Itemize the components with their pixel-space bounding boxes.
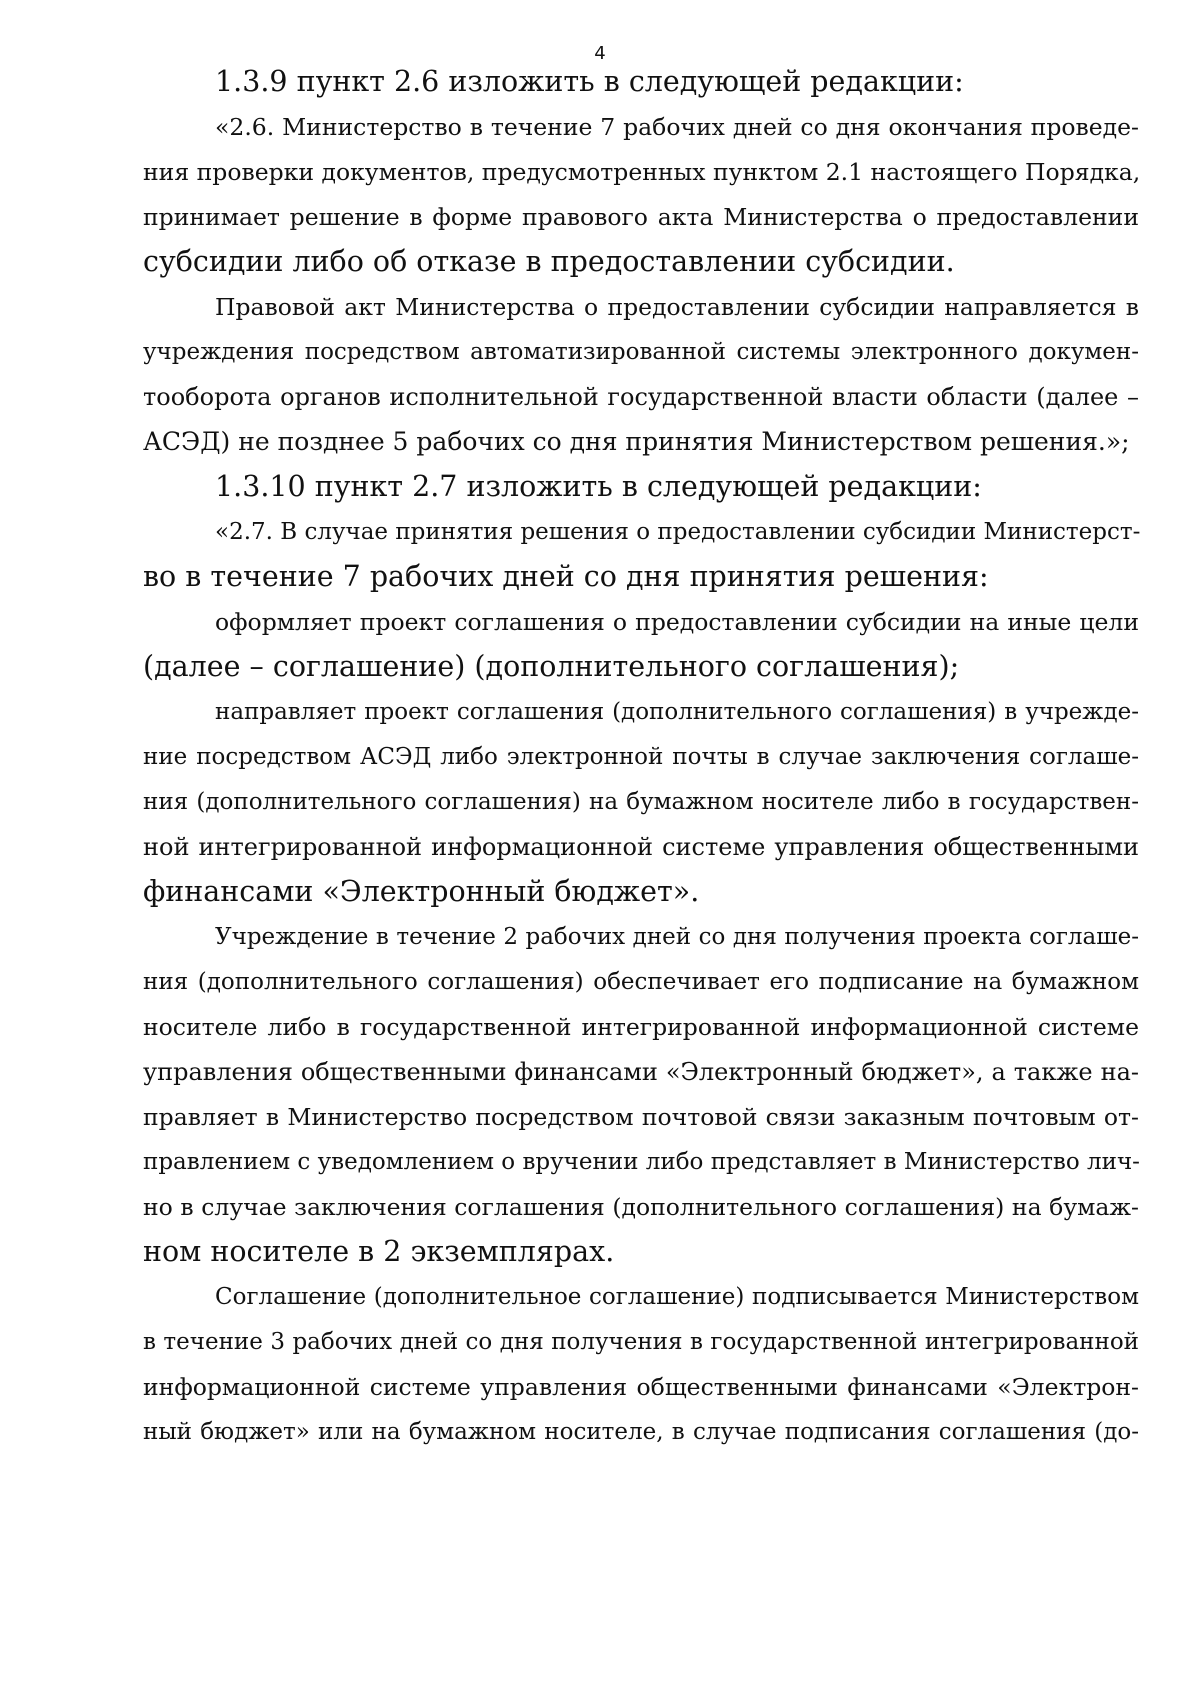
text-line: оформляет проект соглашения о предоставлении субсидии на иные цели xyxy=(215,608,1139,636)
text-line: ния (дополнительного соглашения) на бумажном носителе либо в государствен- xyxy=(143,789,1139,815)
text-line: в течение 3 рабочих дней со дня получения в государственной интегрированной xyxy=(143,1329,1139,1355)
text-line: субсидии либо об отказе в предоставлении субсидии. xyxy=(143,245,955,278)
text-line: информационной системе управления общественными финансами «Электрон- xyxy=(143,1373,1139,1401)
page-number: 4 xyxy=(594,43,606,64)
text-line: учреждения посредством автоматизированной системы электронного докумен- xyxy=(143,339,1139,365)
text-line: Соглашение (дополнительное соглашение) подписывается Министерством xyxy=(215,1284,1139,1310)
text-line: (далее – соглашение) (дополнительного соглашения); xyxy=(143,650,960,683)
text-line: ном носителе в 2 экземплярах. xyxy=(143,1235,615,1268)
text-line: тооборота органов исполнительной государственной власти области (далее – xyxy=(143,383,1139,411)
text-line: управления общественными финансами «Электронный бюджет», а также на- xyxy=(143,1058,1139,1086)
text-line: ной интегрированной информационной системе управления общественными xyxy=(143,833,1139,861)
text-line: ния проверки документов, предусмотренных пунктом 2.1 настоящего Порядка, xyxy=(143,158,1141,186)
text-line: ния (дополнительного соглашения) обеспечивает его подписание на бумажном xyxy=(143,969,1139,995)
text-line: «2.6. Министерство в течение 7 рабочих дней со дня окончания проведе- xyxy=(215,113,1139,141)
text-line: «2.7. В случае принятия решения о предоставлении субсидии Министерст- xyxy=(215,519,1141,545)
text-line: правляет в Министерство посредством почтовой связи заказным почтовым от- xyxy=(143,1103,1139,1131)
text-line: носителе либо в государственной интегрированной информационной системе xyxy=(143,1013,1139,1041)
text-line: но в случае заключения соглашения (дополнительного соглашения) на бумаж- xyxy=(143,1193,1139,1221)
text-line: направляет проект соглашения (дополнительного соглашения) в учрежде- xyxy=(215,699,1139,725)
text-line: во в течение 7 рабочих дней со дня принятия решения: xyxy=(143,560,989,593)
text-line: ние посредством АСЭД либо электронной почты в случае заключения соглаше- xyxy=(143,744,1139,770)
text-line: ный бюджет» или на бумажном носителе, в случае подписания соглашения (до- xyxy=(143,1419,1139,1445)
text-line: принимает решение в форме правового акта Министерства о предоставлении xyxy=(143,203,1139,231)
text-line: АСЭД) не позднее 5 рабочих со дня принятия Министерством решения.»; xyxy=(143,427,1130,456)
text-line: финансами «Электронный бюджет». xyxy=(143,875,700,908)
text-line: 1.3.9 пункт 2.6 изложить в следующей редакции: xyxy=(215,65,964,98)
text-line: правлением с уведомлением о вручении либо представляет в Министерство лич- xyxy=(143,1149,1140,1175)
text-line: Правовой акт Министерства о предоставлении субсидии направляется в xyxy=(215,293,1139,321)
text-line: Учреждение в течение 2 рабочих дней со дня получения проекта соглаше- xyxy=(215,924,1139,950)
text-line: 1.3.10 пункт 2.7 изложить в следующей редакции: xyxy=(215,470,982,503)
